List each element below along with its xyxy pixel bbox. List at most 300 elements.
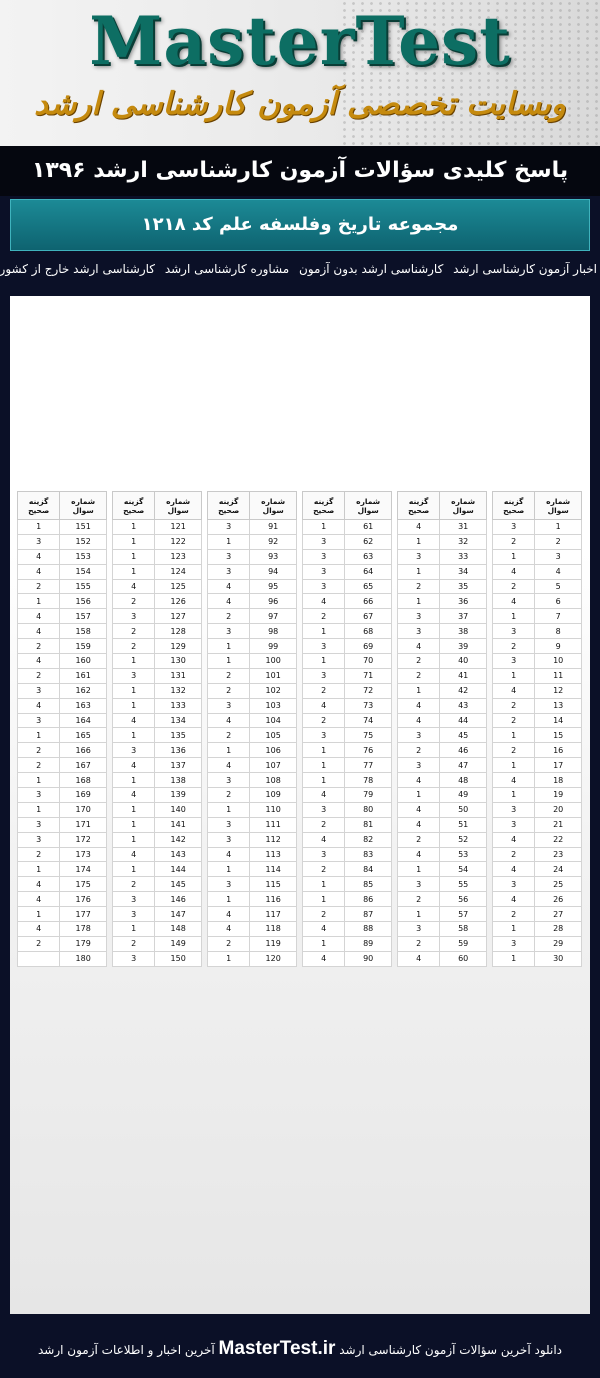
correct-option: 1 [493, 728, 535, 743]
question-number-header: شماره سوال [250, 492, 297, 520]
table-row [18, 877, 107, 892]
question-number: 164 [60, 713, 107, 728]
table-row [303, 892, 392, 907]
correct-option: 1 [398, 788, 440, 803]
table-row [18, 713, 107, 728]
table-row [303, 579, 392, 594]
table-row [303, 847, 392, 862]
question-number: 93 [250, 549, 297, 564]
site-tagline: وبسایت تخصصی آزمون کارشناسی ارشد [34, 86, 566, 122]
question-number: 159 [60, 639, 107, 654]
table-row [113, 534, 202, 549]
table-row [493, 713, 582, 728]
table-row [493, 951, 582, 966]
table-row [18, 907, 107, 922]
question-number: 172 [60, 832, 107, 847]
correct-option-header: گزینه صحیح [113, 492, 155, 520]
question-number: 66 [345, 594, 392, 609]
table-row [493, 773, 582, 788]
correct-option: 4 [303, 832, 345, 847]
answer-table [17, 491, 107, 967]
question-number: 139 [155, 788, 202, 803]
correct-option: 2 [208, 788, 250, 803]
link-consulting[interactable]: مشاوره کارشناسی ارشد [164, 262, 290, 276]
question-number: 32 [440, 534, 487, 549]
question-number: 160 [60, 654, 107, 669]
correct-option: 1 [303, 654, 345, 669]
correct-option: 3 [113, 743, 155, 758]
table-row [398, 847, 487, 862]
correct-option: 3 [493, 520, 535, 535]
correct-option: 1 [208, 534, 250, 549]
question-number: 141 [155, 817, 202, 832]
table-row [208, 654, 297, 669]
correct-option: 1 [493, 788, 535, 803]
question-number: 35 [440, 579, 487, 594]
correct-option: 4 [208, 847, 250, 862]
correct-option: 3 [18, 832, 60, 847]
site-header [0, 0, 600, 146]
question-number: 174 [60, 862, 107, 877]
correct-option: 2 [493, 713, 535, 728]
correct-option: 1 [303, 624, 345, 639]
table-row [113, 922, 202, 937]
correct-option: 1 [493, 951, 535, 966]
correct-option: 1 [113, 698, 155, 713]
table-row [398, 564, 487, 579]
correct-option: 4 [493, 773, 535, 788]
table-row [113, 549, 202, 564]
correct-option: 2 [398, 832, 440, 847]
table-row [303, 951, 392, 966]
question-number: 136 [155, 743, 202, 758]
question-number: 161 [60, 668, 107, 683]
table-row [208, 788, 297, 803]
table-row [208, 802, 297, 817]
correct-option: 2 [208, 683, 250, 698]
footer-news-text[interactable]: آخرین اخبار و اطلاعات آزمون ارشد [37, 1343, 215, 1357]
table-row [303, 594, 392, 609]
correct-option: 3 [493, 817, 535, 832]
table-row [113, 832, 202, 847]
correct-option: 1 [303, 877, 345, 892]
correct-option: 2 [493, 579, 535, 594]
table-row [398, 832, 487, 847]
table-row [113, 773, 202, 788]
correct-option: 3 [303, 549, 345, 564]
correct-option: 2 [398, 743, 440, 758]
question-number: 173 [60, 847, 107, 862]
table-row [208, 520, 297, 535]
question-number: 70 [345, 654, 392, 669]
table-row [493, 520, 582, 535]
question-number: 33 [440, 549, 487, 564]
question-number: 127 [155, 609, 202, 624]
table-row [493, 654, 582, 669]
question-number: 76 [345, 743, 392, 758]
question-number: 1 [535, 520, 582, 535]
correct-option: 4 [113, 847, 155, 862]
correct-option: 4 [493, 683, 535, 698]
table-row [493, 668, 582, 683]
correct-option: 1 [303, 773, 345, 788]
correct-option: 4 [113, 713, 155, 728]
correct-option: 3 [493, 936, 535, 951]
correct-option: 1 [208, 639, 250, 654]
question-number: 9 [535, 639, 582, 654]
question-number: 90 [345, 951, 392, 966]
table-row [303, 773, 392, 788]
table-row [113, 520, 202, 535]
correct-option: 2 [113, 639, 155, 654]
correct-option: 2 [398, 654, 440, 669]
question-number: 22 [535, 832, 582, 847]
correct-option: 1 [18, 728, 60, 743]
correct-option: 4 [18, 892, 60, 907]
question-number: 68 [345, 624, 392, 639]
table-row [18, 936, 107, 951]
correct-option: 4 [18, 877, 60, 892]
table-row [113, 668, 202, 683]
question-number-header: شماره سوال [345, 492, 392, 520]
correct-option: 3 [303, 847, 345, 862]
site-logo[interactable]: MasterTest [89, 2, 511, 80]
table-row [303, 609, 392, 624]
table-row [303, 743, 392, 758]
question-number: 103 [250, 698, 297, 713]
correct-option: 3 [113, 668, 155, 683]
question-number: 75 [345, 728, 392, 743]
table-row [113, 817, 202, 832]
table-row [18, 579, 107, 594]
table-row [113, 788, 202, 803]
correct-option: 2 [113, 624, 155, 639]
question-number: 19 [535, 788, 582, 803]
table-row [303, 936, 392, 951]
table-row [398, 907, 487, 922]
correct-option: 4 [18, 564, 60, 579]
correct-option: 3 [208, 877, 250, 892]
correct-option: 3 [303, 564, 345, 579]
table-row [208, 892, 297, 907]
table-row [18, 743, 107, 758]
table-row [113, 892, 202, 907]
table-row [18, 698, 107, 713]
question-number: 117 [250, 907, 297, 922]
correct-option: 4 [208, 758, 250, 773]
table-row [398, 892, 487, 907]
table-row [113, 847, 202, 862]
question-number: 25 [535, 877, 582, 892]
table-row [113, 594, 202, 609]
question-number: 59 [440, 936, 487, 951]
question-number: 102 [250, 683, 297, 698]
question-number: 54 [440, 862, 487, 877]
table-row [113, 713, 202, 728]
correct-option: 3 [398, 922, 440, 937]
table-row [303, 758, 392, 773]
question-number: 180 [60, 951, 107, 966]
table-row [18, 549, 107, 564]
table-row [18, 654, 107, 669]
correct-option: 4 [18, 922, 60, 937]
table-row [398, 549, 487, 564]
table-row [303, 564, 392, 579]
question-number: 41 [440, 668, 487, 683]
question-number-header: شماره سوال [155, 492, 202, 520]
table-row [493, 907, 582, 922]
answer-key-tables [17, 491, 582, 964]
question-number: 77 [345, 758, 392, 773]
correct-option: 2 [493, 639, 535, 654]
correct-option: 2 [398, 579, 440, 594]
table-row [493, 549, 582, 564]
question-number: 162 [60, 683, 107, 698]
question-number: 5 [535, 579, 582, 594]
table-row [208, 668, 297, 683]
correct-option: 1 [398, 862, 440, 877]
correct-option: 2 [303, 907, 345, 922]
page-title: پاسخ کلیدی سؤالات آزمون کارشناسی ارشد ۱۳۹۶ [0, 146, 600, 196]
correct-option: 3 [208, 817, 250, 832]
question-number: 176 [60, 892, 107, 907]
question-number: 87 [345, 907, 392, 922]
table-row [18, 594, 107, 609]
table-row [18, 862, 107, 877]
table-row [208, 922, 297, 937]
question-number: 45 [440, 728, 487, 743]
table-row [208, 639, 297, 654]
correct-option-header: گزینه صحیح [398, 492, 440, 520]
answer-table [302, 491, 392, 967]
correct-option: 3 [113, 892, 155, 907]
correct-option: 1 [18, 773, 60, 788]
table-row [113, 907, 202, 922]
question-number: 43 [440, 698, 487, 713]
correct-option: 3 [303, 579, 345, 594]
correct-option: 4 [303, 594, 345, 609]
table-row [303, 549, 392, 564]
correct-option: 4 [18, 698, 60, 713]
question-number: 3 [535, 549, 582, 564]
table-row [18, 951, 107, 966]
correct-option: 1 [493, 549, 535, 564]
table-row [303, 728, 392, 743]
table-row [398, 624, 487, 639]
question-number: 169 [60, 788, 107, 803]
question-number: 116 [250, 892, 297, 907]
table-row [398, 862, 487, 877]
table-row [113, 698, 202, 713]
table-row [493, 624, 582, 639]
correct-option: 1 [18, 862, 60, 877]
correct-option: 4 [398, 817, 440, 832]
question-number: 147 [155, 907, 202, 922]
correct-option: 2 [303, 713, 345, 728]
table-row [208, 951, 297, 966]
question-number: 143 [155, 847, 202, 862]
correct-option: 1 [18, 594, 60, 609]
table-row [18, 609, 107, 624]
table-row [208, 594, 297, 609]
answer-table [207, 491, 297, 967]
correct-option: 2 [398, 668, 440, 683]
table-row [398, 877, 487, 892]
table-row [493, 639, 582, 654]
question-number: 154 [60, 564, 107, 579]
table-row [398, 728, 487, 743]
table-row [18, 564, 107, 579]
question-number: 58 [440, 922, 487, 937]
table-row [208, 609, 297, 624]
question-number: 155 [60, 579, 107, 594]
table-row [398, 788, 487, 803]
table-row [18, 520, 107, 535]
correct-option: 2 [303, 862, 345, 877]
correct-option: 3 [208, 624, 250, 639]
table-row [18, 758, 107, 773]
question-number: 151 [60, 520, 107, 535]
question-number: 106 [250, 743, 297, 758]
correct-option: 2 [493, 698, 535, 713]
table-row [18, 773, 107, 788]
correct-option: 4 [208, 594, 250, 609]
table-row [18, 802, 107, 817]
question-number: 12 [535, 683, 582, 698]
correct-option: 2 [18, 743, 60, 758]
table-row [303, 639, 392, 654]
table-row [303, 668, 392, 683]
correct-option: 2 [303, 609, 345, 624]
table-row [303, 817, 392, 832]
table-row [398, 579, 487, 594]
question-number: 14 [535, 713, 582, 728]
correct-option: 1 [113, 728, 155, 743]
question-number: 131 [155, 668, 202, 683]
table-row [493, 609, 582, 624]
correct-option: 4 [398, 698, 440, 713]
correct-option: 1 [493, 609, 535, 624]
correct-option: 3 [208, 520, 250, 535]
question-number: 113 [250, 847, 297, 862]
question-number: 17 [535, 758, 582, 773]
correct-option: 3 [493, 654, 535, 669]
table-row [208, 936, 297, 951]
correct-option: 2 [398, 936, 440, 951]
correct-option: 4 [113, 788, 155, 803]
table-row [18, 728, 107, 743]
question-number: 8 [535, 624, 582, 639]
table-row [208, 847, 297, 862]
question-number: 98 [250, 624, 297, 639]
question-number: 146 [155, 892, 202, 907]
question-number: 124 [155, 564, 202, 579]
question-number: 97 [250, 609, 297, 624]
question-number: 123 [155, 549, 202, 564]
question-number: 121 [155, 520, 202, 535]
question-number: 171 [60, 817, 107, 832]
table-row [113, 728, 202, 743]
table-row [493, 922, 582, 937]
table-row [208, 773, 297, 788]
question-number: 10 [535, 654, 582, 669]
table-row [303, 802, 392, 817]
table-row [208, 817, 297, 832]
question-number: 13 [535, 698, 582, 713]
question-number: 118 [250, 922, 297, 937]
table-row [113, 624, 202, 639]
question-number: 148 [155, 922, 202, 937]
question-number: 129 [155, 639, 202, 654]
correct-option: 4 [398, 773, 440, 788]
table-row [303, 877, 392, 892]
answer-table [397, 491, 487, 967]
table-row [493, 758, 582, 773]
correct-option: 1 [113, 534, 155, 549]
correct-option: 1 [208, 654, 250, 669]
table-row [208, 564, 297, 579]
table-row [113, 877, 202, 892]
link-exam-news[interactable]: اخبار آزمون کارشناسی ارشد [453, 262, 597, 276]
table-row [493, 817, 582, 832]
question-number-header: شماره سوال [440, 492, 487, 520]
correct-option: 3 [18, 683, 60, 698]
table-row [398, 520, 487, 535]
table-row [208, 683, 297, 698]
link-no-exam[interactable]: کارشناسی ارشد بدون آزمون [299, 262, 444, 276]
question-number: 42 [440, 683, 487, 698]
correct-option: 1 [113, 654, 155, 669]
correct-option: 3 [303, 639, 345, 654]
question-number: 47 [440, 758, 487, 773]
question-number: 137 [155, 758, 202, 773]
table-row [398, 594, 487, 609]
footer-brand[interactable]: MasterTest.ir [218, 1338, 336, 1359]
table-row [113, 862, 202, 877]
table-row [113, 683, 202, 698]
correct-option: 3 [398, 877, 440, 892]
question-number: 138 [155, 773, 202, 788]
table-row [493, 936, 582, 951]
question-number: 38 [440, 624, 487, 639]
table-row [113, 564, 202, 579]
question-number: 122 [155, 534, 202, 549]
question-number: 167 [60, 758, 107, 773]
table-row [493, 683, 582, 698]
question-number: 52 [440, 832, 487, 847]
question-number: 168 [60, 773, 107, 788]
question-number: 46 [440, 743, 487, 758]
footer-download-text[interactable]: دانلود آخرین سؤالات آزمون کارشناسی ارشد [339, 1343, 563, 1357]
table-row [493, 728, 582, 743]
question-number: 157 [60, 609, 107, 624]
table-row [113, 936, 202, 951]
table-row [113, 743, 202, 758]
correct-option: 2 [303, 817, 345, 832]
correct-option: 3 [208, 773, 250, 788]
correct-option: 3 [208, 698, 250, 713]
question-number: 67 [345, 609, 392, 624]
question-number: 74 [345, 713, 392, 728]
table-row [493, 743, 582, 758]
correct-option: 1 [398, 683, 440, 698]
correct-option: 1 [113, 549, 155, 564]
correct-option: 4 [208, 713, 250, 728]
table-row [18, 624, 107, 639]
link-abroad[interactable]: کارشناسی ارشد خارج از کشور [0, 262, 155, 276]
correct-option: 4 [493, 594, 535, 609]
table-row [398, 922, 487, 937]
